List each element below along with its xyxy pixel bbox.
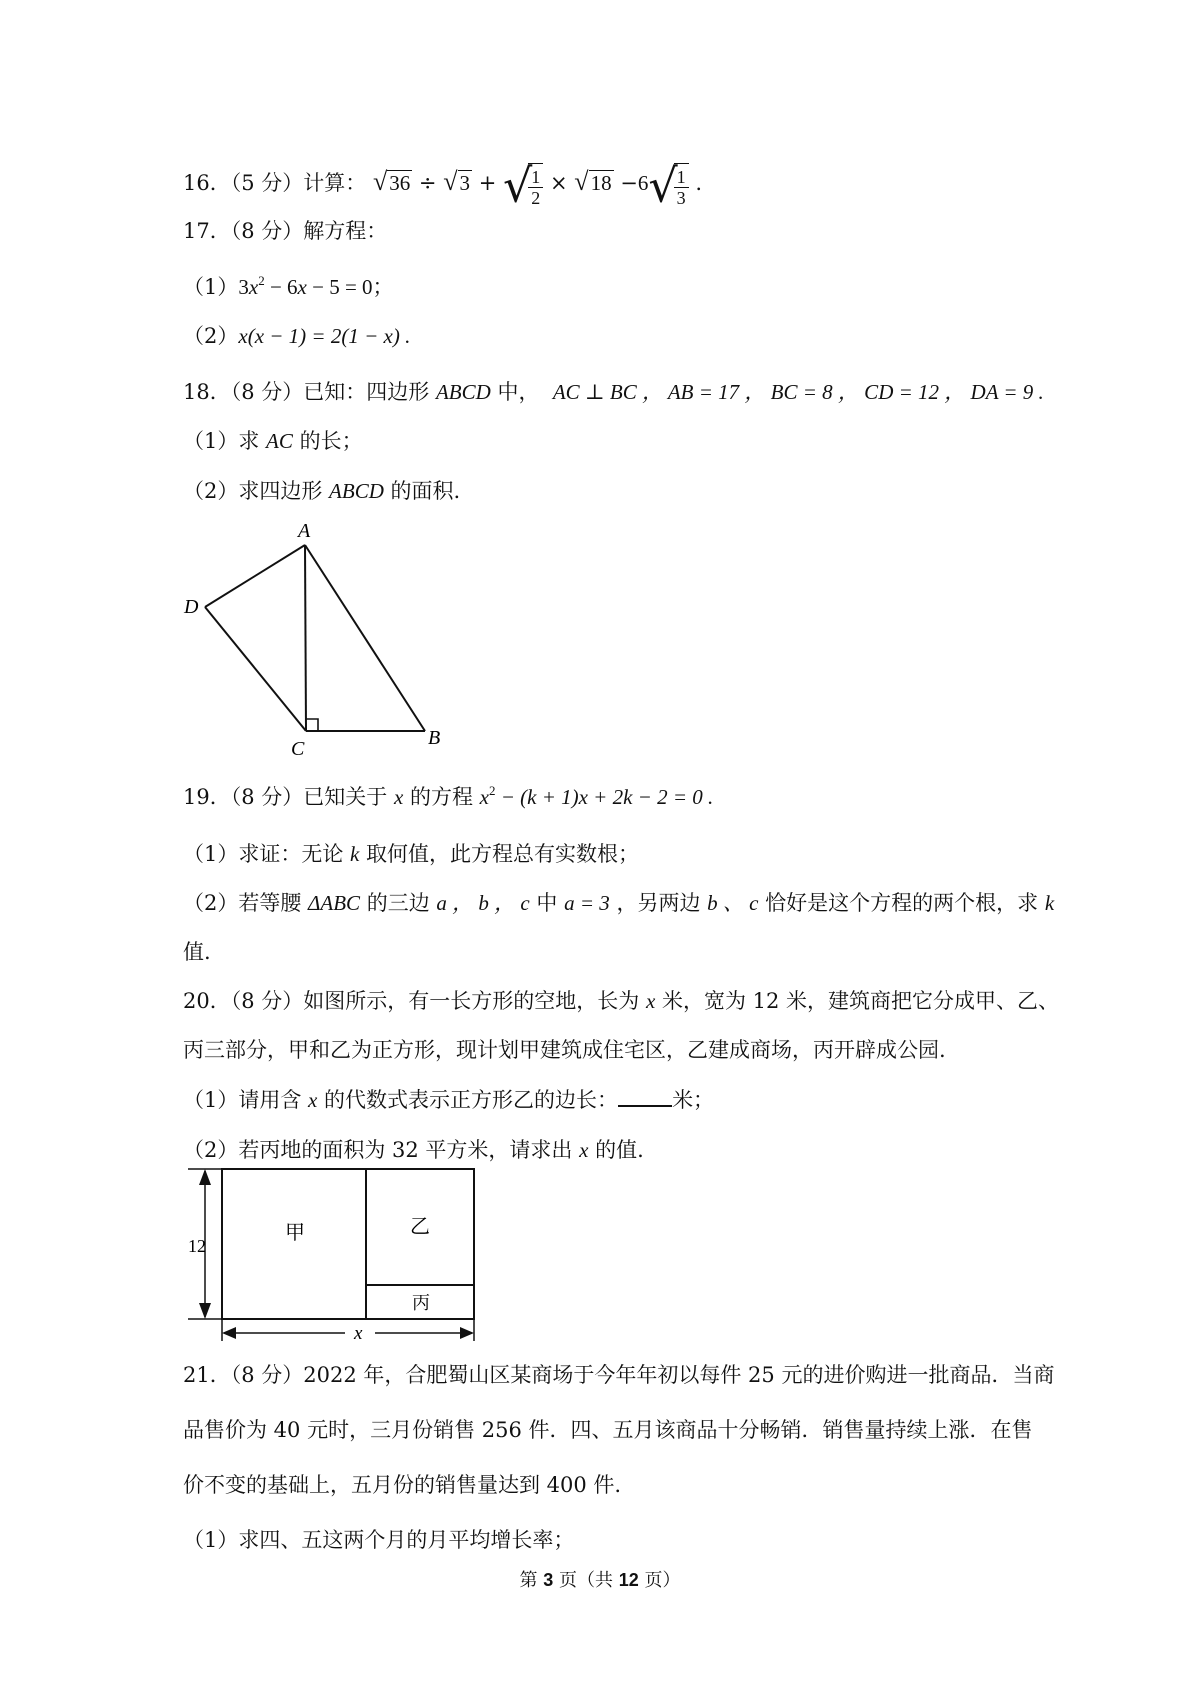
sqrt-third: √ $\frac{1}{3}$ <box>648 162 688 208</box>
sqrt-18: √18 <box>574 167 612 196</box>
edge-AC <box>305 545 306 731</box>
q21-line3: 价不变的基础上，五月份的销售量达到 400 件. <box>183 1473 622 1497</box>
q20-land-figure <box>180 1163 510 1345</box>
q20-line1: 20．（8 分）如图所示，有一长方形的空地，长为 x 米，宽为 12 米，建筑商把它分成甲、乙、 <box>183 989 1060 1013</box>
q17-part2: （2）x(x − 1) = 2(1 − x) . <box>183 324 411 348</box>
page-number: 3 <box>543 1570 554 1590</box>
vertex-D: D <box>184 596 199 618</box>
edge-AD <box>205 545 305 607</box>
q16-prefix: 16．（5 分）计算： <box>183 171 367 195</box>
q19-part2: （2）若等腰 ΔABC 的三边 a ， b ， c 中 a = 3 ，另两边 b 、 c 恰好是这个方程的两个根，求 k <box>183 891 1055 915</box>
q18-part1: （1）求 AC 的长； <box>183 429 363 453</box>
q19-part2-cont: 值. <box>183 940 211 964</box>
q17-title: 17．（8 分）解方程： <box>183 219 388 243</box>
edge-DC <box>205 607 306 731</box>
sqrt-3: √3 <box>443 167 470 196</box>
page-footer: 第 3 页（共 12 页） <box>519 1570 681 1591</box>
width-label: 12 <box>188 1236 206 1256</box>
q17-part1: $(1)3x^2 - 6x - 5 = 0$； <box>183 273 394 299</box>
q18-part2: （2）求四边形 ABCD 的面积. <box>183 479 461 503</box>
land-outline <box>222 1169 474 1319</box>
answer-blank <box>618 1085 672 1107</box>
q21-line1: 21．（8 分）2022 年，合肥蜀山区某商场于今年年初以每件 25 元的进价购进一批商品．当商 <box>183 1363 1055 1387</box>
sqrt-36: √36 <box>372 167 411 196</box>
vertex-A: A <box>298 520 311 542</box>
region-bing: 丙 <box>412 1293 430 1313</box>
q20-part1: （1）请用含 x 的代数式表示正方形乙的边长： 米； <box>183 1085 714 1115</box>
q18-title: 18．（8 分）已知：四边形 ABCD 中， AC ⊥ BC ， AB = 17 ， BC = 8 ， CD = 12 ， DA = 9 . <box>183 380 1044 404</box>
vertex-C: C <box>291 738 305 760</box>
q20-line2: 丙三部分，甲和乙为正方形，现计划甲建筑成住宅区，乙建成商场，丙开辟成公园. <box>183 1038 946 1062</box>
page-total: 12 <box>618 1570 639 1590</box>
q18-quadrilateral-figure <box>170 515 470 760</box>
vertex-B: B <box>428 727 441 749</box>
right-angle-mark <box>306 719 318 731</box>
q21-part1: （1）求四、五这两个月的月平均增长率； <box>183 1528 575 1552</box>
q20-part2: （2）若丙地的面积为 32 平方米，请求出 x 的值. <box>183 1138 644 1162</box>
length-label: x <box>354 1323 363 1344</box>
region-yi: 乙 <box>410 1216 430 1238</box>
q19-title: 19．（8 分）已知关于 x 的方程 $x^2 - (k + 1)x + 2k - 2 = 0$ . <box>183 783 714 809</box>
edge-AB <box>305 545 425 731</box>
sqrt-half: √ $\frac{1}{2}$ <box>503 162 543 208</box>
q21-line2: 品售价为 40 元时，三月份销售 256 件．四、五月该商品十分畅销．销售量持续上涨．在售 <box>183 1418 1033 1442</box>
q16-line: 16．（5 分）计算： √36 ÷ √3 + √ $\frac{1}{2}$ × √18 −6√ $\frac{1}{3}$ . <box>183 158 703 212</box>
region-jia: 甲 <box>285 1222 305 1244</box>
q19-part1: （1）求证：无论 k 取何值，此方程总有实数根； <box>183 842 640 866</box>
